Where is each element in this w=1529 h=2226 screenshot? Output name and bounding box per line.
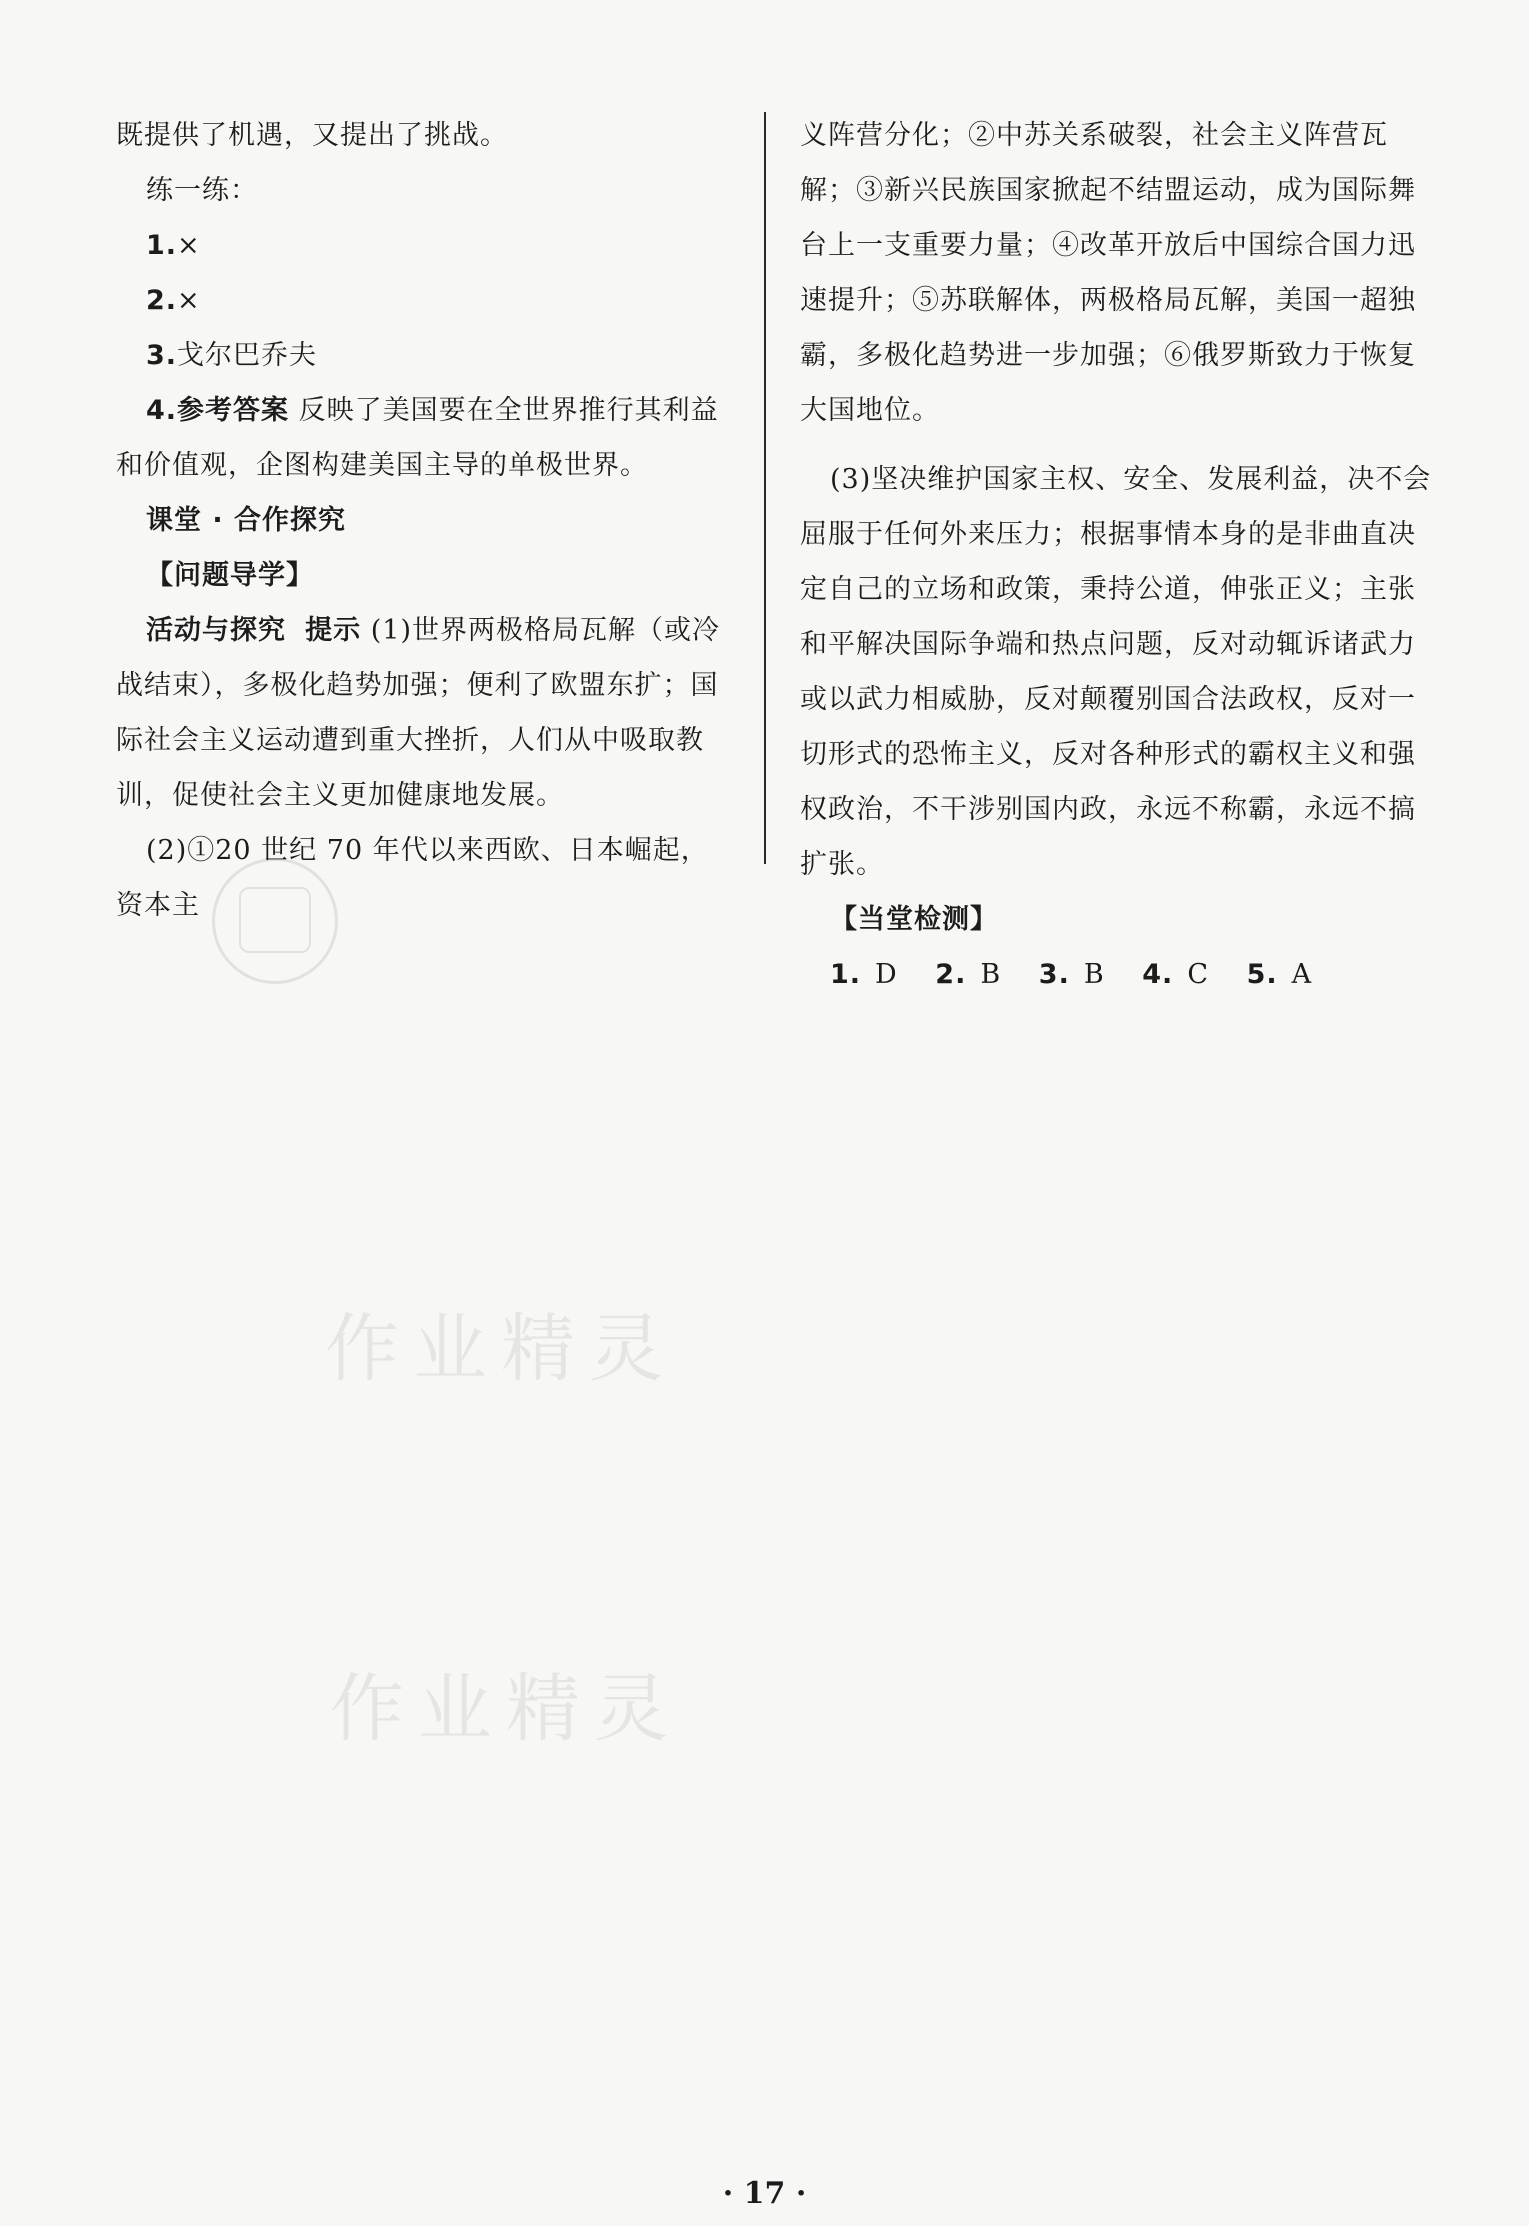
- paragraph: (2)①20 世纪 70 年代以来西欧、日本崛起，资本主: [116, 835, 709, 921]
- bracket-title: 【问题导学】: [146, 560, 314, 591]
- item-answer: 反映了美国要在全世界推行其利益和价值观，企图构建美国主导的单极世界。: [116, 395, 719, 481]
- item-answer: A: [1291, 959, 1313, 990]
- answer-item: [1247, 959, 1327, 990]
- watermark-text: 作业精灵: [325, 1306, 677, 1392]
- item-number: 5.: [1246, 959, 1278, 990]
- item-answer: B: [1083, 959, 1105, 990]
- item-number: 2.: [146, 285, 178, 316]
- answer-item: [116, 383, 732, 493]
- section-title: 课堂 · 合作探究: [146, 505, 347, 536]
- activity-paragraph: [116, 603, 732, 823]
- watermark-text: 作业精灵: [330, 1666, 682, 1752]
- item-answer: ×: [177, 285, 201, 316]
- item-number: 1.: [830, 959, 862, 990]
- answer-item: [1039, 959, 1119, 990]
- answer-item: [935, 959, 1015, 990]
- answer-item: [116, 328, 732, 383]
- activity-text: (1)世界两极格局瓦解（或冷战结束），多极化趋势加强；便利了欧盟东扩；国际社会主义运动遭到重大挫折，人们从中吸取教训，促使社会主义更加健康地发展。: [116, 615, 721, 811]
- item-answer: 戈尔巴乔夫: [177, 340, 318, 371]
- item-answer: B: [980, 959, 1002, 990]
- item-number: 1.: [146, 230, 178, 261]
- item-answer: C: [1187, 959, 1209, 990]
- bracket-title: 【当堂检测】: [830, 904, 998, 935]
- answer-item: [1142, 959, 1223, 990]
- item-number: 4.: [1142, 959, 1174, 990]
- hint-label: 提示: [305, 615, 362, 646]
- item-answer: D: [875, 959, 898, 990]
- reference-answer-label: 参考答案: [177, 395, 290, 426]
- item-number: 3.: [146, 340, 178, 371]
- left-column: [116, 108, 732, 933]
- answer-item: [830, 959, 912, 990]
- paragraph: (3)坚决维护国家主权、安全、发展利益，决不会屈服于任何外来压力；根据事情本身的是非曲直决定自己的立场和政策，秉持公道，伸张正义；主张和平解决国际争端和热点问题，反对动辄诉诸武力或以武力相威胁，反对颠覆别国合法政权，反对一切形式的恐怖主义，反对各种形式的霸权主义和强权政治，不干涉别国内政，永远不称霸，永远不搞扩张。: [800, 464, 1432, 880]
- item-number: 3.: [1038, 959, 1070, 990]
- paragraph: 义阵营分化；②中苏关系破裂，社会主义阵营瓦解；③新兴民族国家掀起不结盟运动，成为国际舞台上一支重要力量；④改革开放后中国综合国力迅速提升；⑤苏联解体，两极格局瓦解，美国一超独霸，多极化趋势进一步加强；⑥俄罗斯致力于恢复大国地位。: [800, 120, 1416, 426]
- activity-label: 活动与探究: [146, 615, 286, 646]
- practice-heading: 练一练：: [146, 175, 258, 206]
- page-number: · 17 ·: [722, 2176, 807, 2211]
- answer-item: [116, 273, 732, 328]
- right-column: [800, 108, 1436, 1002]
- item-number: 2.: [935, 959, 967, 990]
- answer-item: [116, 218, 732, 273]
- paragraph: 既提供了机遇，又提出了挑战。: [116, 120, 508, 151]
- item-answer: ×: [177, 230, 201, 261]
- column-divider: [764, 112, 766, 864]
- answer-list: [800, 947, 1436, 1002]
- item-number: 4.: [146, 395, 178, 426]
